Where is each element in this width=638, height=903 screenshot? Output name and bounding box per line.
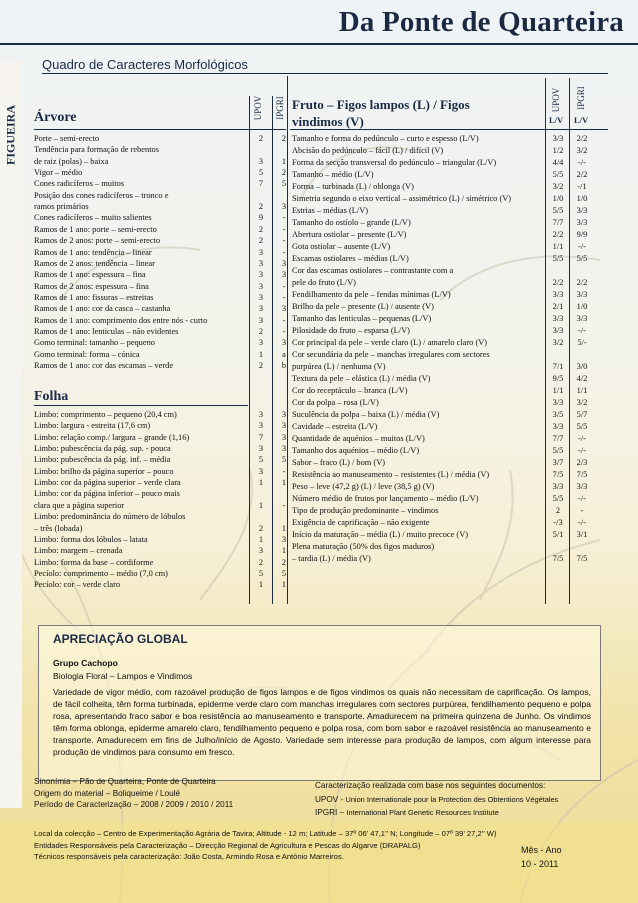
- arvore-ipgri-value: -: [282, 281, 286, 291]
- arvore-ipgri-value: b: [281, 361, 287, 370]
- footer-date-label: Mês - Ano: [521, 845, 562, 855]
- folha-ipgri-value: 3: [281, 444, 287, 454]
- fruto-upov-value: 3/2: [552, 338, 564, 347]
- folha-row-label: Limbo: largura - estreita (17,6 cm): [34, 421, 151, 431]
- apreciacao-text: Variedade de vigor médio, com razoável produção de figos lampos e de figos vindimos os quais não necessitam de caprificação. Os lampos, de fácil colheita, têm forma turbinada, epiderme verde claro com manchas irregulares com sectores purpúrea, fendilhamento pequeno e polpa rosa, apresentando fraco sabor e boa resistência ao manuseamento e transporte. Amadurecem na primeira quinzena de Junho. Os vindimos têm forma oblonga, epiderme amarelo claro, fendilhamento pequeno e polpa rosa, com bom sabor e razoável resistência ao manuseamento e transporte. Amadurecem em fins de Julho/início de Agosto. Variedade sem interesse para produção de lampos, com algum interesse para produção de vindimos para consumo em fresco.: [53, 687, 591, 758]
- fruto-ipgri-value: 5/-: [577, 338, 587, 347]
- lv-label-ipgri: L/V: [574, 115, 589, 125]
- fruto-ipgri-value: 1/0: [576, 194, 588, 203]
- folha-upov-value: 1: [258, 580, 264, 590]
- arvore-row-label: Cones radicíferos – muitos: [34, 179, 125, 189]
- apreciacao-grupo: Grupo Cachopo: [53, 658, 118, 668]
- arvore-row-label: de raiz (polas) – baixa: [34, 156, 109, 166]
- arvore-upov-value: 3: [258, 270, 264, 280]
- fruto-row-label: Forma – turbinada (L) / oblonga (V): [292, 182, 414, 191]
- fruto-ipgri-value: 3/3: [576, 218, 588, 227]
- fruto-upov-value: 5/1: [552, 530, 564, 539]
- arvore-ipgri-value: 2: [281, 134, 287, 143]
- arvore-ipgri-value: 2: [281, 168, 287, 178]
- arvore-row-label: Ramos de 1 ano: cor da casca – castanha: [34, 304, 171, 314]
- footer-ipgri-label: IPGRI –: [315, 808, 347, 817]
- folha-upov-value: 2: [258, 523, 264, 533]
- fruto-ipgri-value: 3/3: [576, 482, 588, 491]
- footer-entidades: Entidades Responsáveis pela Caracterização – Direcção Regional de Agricultura e Pescas do Algarve (DRAPALG): [34, 840, 421, 850]
- fruto-ipgri-value: 9/9: [576, 230, 588, 239]
- fruto-upov-value: 2/2: [552, 230, 564, 239]
- arvore-upov-value: 2: [258, 361, 264, 370]
- fruto-row-label: Cavidade – estreita (L/V): [292, 422, 378, 431]
- fruto-upov-value: 3/7: [552, 458, 564, 467]
- fruto-ipgri-value: 3/0: [576, 362, 588, 371]
- fruto-ipgri-value: 1/1: [576, 386, 588, 395]
- fruto-row-label: Suculência da polpa – baixa (L) / média (V): [292, 410, 440, 419]
- left-col-divider-b: [272, 96, 273, 604]
- folha-upov-value: 3: [258, 410, 264, 419]
- arvore-row-label: Ramos de 1 ano: espessura – fina: [34, 270, 146, 280]
- upov-header-left-text: UPOV: [253, 95, 263, 121]
- fruto-ipgri-value: -: [580, 506, 584, 515]
- fruto-ipgri-value: 2/2: [576, 134, 588, 143]
- fruto-ipgri-value: 3/3: [576, 314, 588, 323]
- fruto-row-label: Simetria segundo o eixo vertical – assimétrico (L) / simétrico (V): [292, 194, 512, 203]
- side-label-text: FIGUEIRA: [3, 104, 18, 166]
- ipgri-header-left-text: IPGRI: [275, 96, 285, 120]
- fruto-ipgri-value: -/-: [578, 242, 586, 251]
- arvore-upov-value: 3: [258, 338, 264, 348]
- folha-row-label: Limbo: brilho da página superior – pouco: [34, 466, 174, 476]
- fruto-row-label: Cor principal da pele – verde claro (L) / amarelo claro (V): [292, 338, 488, 347]
- fruto-upov-value: 3/3: [552, 326, 564, 335]
- folha-row-label: Limbo: relação comp./ largura – grande (1,16): [34, 432, 190, 442]
- folha-ipgri-value: 1: [281, 546, 287, 556]
- footer-right: [315, 780, 558, 819]
- folha-row-label: Limbo: comprimento – pequeno (20,4 cm): [34, 410, 177, 419]
- footer-left: [34, 776, 233, 811]
- arvore-upov-value: 5: [258, 168, 264, 178]
- fruto-upov-value: 7/5: [552, 554, 564, 563]
- fruto-ipgri-value: 1/0: [576, 302, 588, 311]
- arvore-ipgri-value: 3: [281, 304, 287, 314]
- arvore-row-label: Ramos de 2 anos: espessura – fina: [34, 281, 149, 291]
- arvore-row-label: Gomo terminal: tamanho – pequeno: [34, 338, 155, 348]
- arvore-ipgri-value: 3: [281, 202, 287, 212]
- folha-upov-value: 3: [258, 466, 264, 476]
- fruto-row-label: purpúrea (L) / nenhuma (V): [292, 362, 386, 371]
- fruto-upov-value: 2/1: [552, 302, 564, 311]
- folha-row-label: Limbo: forma da base – cordiforme: [34, 557, 154, 567]
- folha-upov-value: 7: [258, 432, 264, 442]
- fruto-upov-value: 3/3: [552, 134, 564, 143]
- fruto-ipgri-value: -/-: [578, 158, 586, 167]
- center-divider: [287, 76, 288, 604]
- fruto-header-line: [290, 129, 608, 130]
- fruto-row-label: Sabor – fraco (L) / bom (V): [292, 458, 386, 467]
- ipgri-header-left: [273, 88, 287, 128]
- fruto-upov-value: 7/5: [552, 470, 564, 479]
- fruto-ipgri-value: -/-: [578, 446, 586, 455]
- footer-upov-doc: Union Internationale pour la Protection des Obtentions Végétales: [345, 794, 559, 804]
- folha-heading: Folha: [34, 389, 69, 404]
- folha-upov-value: 3: [258, 546, 264, 556]
- fruto-upov-value: 1/1: [552, 242, 564, 251]
- fruto-row-label: Tamanho e forma do pedúnculo – curto e espesso (L/V): [292, 134, 479, 143]
- arvore-upov-value: 2: [258, 326, 264, 336]
- fruto-ipgri-value: 7/5: [576, 470, 588, 479]
- arvore-ipgri-value: -: [282, 213, 286, 223]
- fruto-upov-value: 5/5: [552, 494, 564, 503]
- folha-ipgri-value: 3: [281, 421, 287, 431]
- folha-ipgri-value: 2: [281, 557, 287, 567]
- folha-row-label: Limbo: pubescência da pág. sup. - pouca: [34, 444, 171, 454]
- fruto-upov-value: 1/2: [552, 146, 564, 155]
- fruto-upov-value: 3/3: [552, 314, 564, 323]
- fruto-row-label: Cor da polpa – rosa (L/V): [292, 398, 379, 407]
- folha-row-label: – três (lobada): [34, 523, 83, 533]
- arvore-ipgri-value: -: [282, 326, 286, 336]
- arvore-upov-value: 1: [258, 349, 264, 359]
- arvore-row-label: Ramos de 2 anos: tendência – linear: [34, 258, 155, 268]
- arvore-row-label: Ramos de 1 ano: comprimento dos entre nós - curto: [34, 315, 208, 325]
- arvore-heading: Árvore: [34, 110, 77, 125]
- arvore-row-label: Ramos de 2 anos: porte – semi-erecto: [34, 236, 161, 246]
- fruto-row-label: Cor das escamas ostiolares – contrastante com a: [292, 266, 454, 275]
- folha-row-label: Limbo: predominância do número de lóbulos: [34, 512, 186, 522]
- arvore-row-label: Ramos de 1 ano: lenticulas – não evidentes: [34, 326, 179, 336]
- arvore-row-label: Porte – semi-erecto: [34, 134, 100, 143]
- lv-label-upov: L/V: [549, 115, 564, 125]
- fruto-upov-value: 3/3: [552, 422, 564, 431]
- fruto-row-label: Cor do receptáculo – branca (L/V): [292, 386, 408, 395]
- fruto-row-label: Textura da pele – elástica (L) / média (V): [292, 374, 431, 383]
- upov-header-right-text: UPOV: [551, 87, 561, 113]
- fruto-row-label: pele do fruto (L/V): [292, 278, 356, 287]
- footer-origem: Origem do material – Boliqueime / Loulé: [34, 788, 181, 798]
- fruto-ipgri-value: -/-: [578, 326, 586, 335]
- footer-local: Local da colecção – Centro de Experimentação Agrária de Tavira; Altitude - 12 m; Latitude – 37º 06’ 47,1’’ N; Longitude – 07º 39’ 27,2’’ W): [34, 829, 497, 838]
- fruto-upov-value: 2/2: [552, 278, 564, 287]
- fruto-ipgri-value: 2/2: [576, 278, 588, 287]
- arvore-ipgri-value: 5: [281, 179, 287, 189]
- fruto-upov-value: 9/5: [552, 374, 564, 383]
- fruto-upov-value: 3/5: [552, 410, 564, 419]
- arvore-ipgri-value: a: [282, 349, 286, 359]
- arvore-ipgri-value: -: [282, 224, 286, 234]
- fruto-ipgri-value: 3/3: [576, 206, 588, 215]
- page-title: Da Ponte de Quarteira: [338, 6, 624, 38]
- fruto-ipgri-value: -/-: [578, 494, 586, 503]
- arvore-upov-value: 3: [258, 304, 264, 314]
- folha-upov-value: 1: [258, 500, 264, 510]
- arvore-row-label: Gomo terminal: forma – cónica: [34, 349, 140, 359]
- folha-row-label: Limbo: forma dos lóbulos – latata: [34, 534, 148, 544]
- fruto-ipgri-value: 5/5: [576, 422, 588, 431]
- folha-row-label: Pecíolo: cor – verde claro: [34, 580, 121, 590]
- title-underline: [0, 43, 638, 45]
- fruto-upov-value: 5/5: [552, 254, 564, 263]
- fruto-ipgri-value: 2/2: [576, 170, 588, 179]
- arvore-row-label: Ramos de 1 ano: porte – semi-erecto: [34, 224, 157, 234]
- folha-ipgri-value: -: [282, 500, 286, 510]
- folha-upov-value: 5: [258, 455, 264, 465]
- fruto-ipgri-value: -/1: [577, 182, 587, 191]
- fruto-row-label: Quantidade de aquénios – muitos (L/V): [292, 434, 425, 443]
- folha-row-label: Pecíolo: comprimento – médio (7,0 cm): [34, 568, 168, 578]
- fruto-heading-line1: Fruto – Figos lampos (L) / Figos: [292, 97, 470, 112]
- folha-ipgri-value: 3: [281, 432, 287, 442]
- ipgri-header-right: [574, 78, 588, 118]
- arvore-row-label: Cones radicíferos – muito salientes: [34, 213, 152, 223]
- fruto-upov-value: 5/5: [552, 170, 564, 179]
- apreciacao-title: APRECIAÇÃO GLOBAL: [53, 632, 188, 646]
- fruto-upov-value: 7/1: [552, 362, 564, 371]
- upov-header-right: [549, 80, 563, 120]
- fruto-upov-value: 3/2: [552, 182, 564, 191]
- fruto-upov-value: 5/5: [552, 206, 564, 215]
- fruto-row-label: Gota ostiolar – ausente (L/V): [292, 242, 391, 251]
- fruto-upov-value: 2: [555, 506, 561, 515]
- folha-upov-value: 1: [258, 534, 264, 544]
- fruto-row-label: Plena maturação (50% dos figos maduros): [292, 542, 435, 551]
- arvore-ipgri-value: -: [282, 236, 286, 246]
- arvore-row-label: Tendência para formação de rebentos: [34, 145, 159, 155]
- ipgri-header-right-text: IPGRI: [576, 86, 586, 110]
- arvore-ipgri-value: -: [282, 247, 286, 257]
- footer-periodo: Período de Caracterização – 2008 / 2009 / 2010 / 2011: [34, 800, 234, 809]
- apreciacao-biologia: Biologia Floral – Lampos e Vindimos: [53, 671, 193, 681]
- fruto-ipgri-value: 5/7: [576, 410, 588, 419]
- folha-upov-value: 3: [258, 421, 264, 431]
- upov-header-left: [251, 88, 265, 128]
- folha-header-line: [34, 405, 248, 406]
- arvore-row-label: ramos primários: [34, 202, 89, 212]
- folha-ipgri-value: -: [282, 466, 286, 476]
- fruto-row-label: Abertura ostiolar – presente (L/V): [292, 230, 407, 239]
- folha-upov-value: 3: [258, 444, 264, 454]
- folha-row-label: Limbo: margem – crenada: [34, 546, 123, 556]
- arvore-ipgri-value: 3: [281, 270, 287, 280]
- folha-ipgri-value: 3: [281, 534, 287, 544]
- fruto-ipgri-value: 3/2: [576, 146, 588, 155]
- arvore-upov-value: 3: [258, 281, 264, 291]
- fruto-row-label: Brilho da pele – presente (L) / ausente (V): [292, 302, 434, 311]
- fruto-upov-value: 3/3: [552, 482, 564, 491]
- folha-ipgri-value: 1: [281, 580, 287, 590]
- arvore-upov-value: 9: [258, 213, 264, 223]
- folha-ipgri-value: 5: [281, 455, 287, 465]
- arvore-upov-value: 3: [258, 315, 264, 325]
- side-label: [0, 90, 22, 180]
- fruto-row-label: Início da maturação – média (L) / muito precoce (V): [292, 530, 469, 539]
- folha-row-label: Limbo: cor da página inferior – pouco mais: [34, 489, 180, 499]
- arvore-row-label: Ramos de 1 ano: tendência – linear: [34, 247, 152, 257]
- footer-bottom: [34, 828, 496, 863]
- apreciacao-box: [38, 625, 601, 781]
- footer-date-value: 10 - 2011: [521, 859, 559, 869]
- fruto-row-label: Tamanho das lenticulas – pequenas (L/V): [292, 314, 432, 323]
- arvore-ipgri-value: 3: [281, 258, 287, 268]
- folha-row-label: clara que a página superior: [34, 500, 125, 510]
- fruto-row-label: Cor secundária da pele – manchas irregulares com sectores: [292, 350, 490, 359]
- fruto-row-label: Peso – leve (47,2 g) (L) / leve (38,5 g) (V): [292, 482, 435, 491]
- fruto-row-label: Escamas ostiolares – médias (L/V): [292, 254, 409, 263]
- left-col-divider-a: [249, 96, 250, 604]
- fruto-ipgri-value: 2/3: [576, 458, 588, 467]
- arvore-upov-value: 7: [258, 179, 264, 189]
- fruto-heading-line2: vindimos (V): [292, 114, 364, 129]
- fruto-row-label: Tamanho do ostíolo – grande (L/V): [292, 218, 411, 227]
- fruto-row-label: Resistência ao manuseamento – resistentes (L) / média (V): [292, 470, 490, 479]
- folha-ipgri-value: 1: [281, 523, 287, 533]
- folha-upov-value: 5: [258, 568, 264, 578]
- fruto-row-label: Tamanho dos aquénios – médio (L/V): [292, 446, 420, 455]
- fruto-upov-value: 3/3: [552, 290, 564, 299]
- fruto-row-label: Exigência de caprificação – não exigente: [292, 518, 430, 527]
- footer-doc-intro: Caracterização realizada com base nos seguintes documentos:: [315, 781, 546, 790]
- footer-date: [521, 843, 562, 871]
- arvore-upov-value: 2: [258, 236, 264, 246]
- fruto-row-label: Forma da secção transversal do pedúnculo – triangular (L/V): [292, 158, 497, 167]
- folha-upov-value: 2: [258, 557, 264, 567]
- fruto-upov-value: 3/3: [552, 398, 564, 407]
- right-col-divider-a: [545, 78, 546, 604]
- footer-tecnicos: Técnicos responsáveis pela caracterização: João Costa, Armindo Rosa e António Marreiros.: [34, 852, 344, 862]
- arvore-upov-value: 3: [258, 292, 264, 302]
- fruto-upov-value: 4/4: [552, 158, 564, 167]
- fruto-upov-value: 1/1: [552, 386, 564, 395]
- arvore-upov-value: 2: [258, 134, 264, 143]
- fruto-row-label: – tardia (L) / média (V): [292, 554, 371, 563]
- fruto-row-label: Número médio de frutos por lançamento – médio (L/V): [292, 494, 479, 503]
- arvore-upov-value: 3: [258, 247, 264, 257]
- arvore-row-label: Posição dos cones radicíferos – tronco e: [34, 190, 169, 200]
- folha-ipgri-value: 3: [281, 410, 287, 419]
- arvore-row-label: Ramos de 1 ano: cor das escamas – verde: [34, 361, 174, 370]
- fruto-row-label: Tipo de produção predominante – vindimos: [292, 506, 439, 515]
- fruto-heading: [292, 96, 522, 130]
- folha-upov-value: 1: [258, 478, 264, 488]
- fruto-upov-value: 7/7: [552, 434, 564, 443]
- footer-ipgri-doc: International Plant Genetic Resources Institute: [346, 808, 499, 817]
- arvore-upov-value: 3: [258, 258, 264, 268]
- arvore-ipgri-value: 1: [281, 156, 287, 166]
- arvore-upov-value: 2: [258, 224, 264, 234]
- right-col-divider-b: [569, 78, 570, 604]
- arvore-ipgri-value: -: [282, 292, 286, 302]
- fruto-ipgri-value: -/-: [578, 434, 586, 443]
- folha-row-label: Limbo: pubescência da pág. inf. – média: [34, 455, 171, 465]
- fruto-ipgri-value: 7/5: [576, 554, 588, 563]
- fruto-row-label: Pilosidade do fruto – esparsa (L/V): [292, 326, 410, 335]
- arvore-ipgri-value: 3: [281, 338, 287, 348]
- subtitle: Quadro de Caracteres Morfológicos: [42, 57, 248, 72]
- folha-ipgri-value: 5: [281, 568, 287, 578]
- fruto-ipgri-value: 3/3: [576, 290, 588, 299]
- fruto-upov-value: 7/7: [552, 218, 564, 227]
- arvore-upov-value: 2: [258, 202, 264, 212]
- arvore-row-label: Vigor – médio: [34, 168, 83, 178]
- folha-row-label: Limbo: cor da página superior – verde clara: [34, 478, 181, 488]
- fruto-row-label: Abcisão do pedúnculo – fácil (L) / difícil (V): [292, 146, 444, 155]
- fruto-ipgri-value: 3/1: [576, 530, 588, 539]
- fruto-ipgri-value: 4/2: [576, 374, 588, 383]
- fruto-ipgri-value: 3/2: [576, 398, 588, 407]
- folha-ipgri-value: 1: [281, 478, 287, 488]
- fruto-upov-value: -/3: [553, 518, 563, 527]
- arvore-row-label: Ramos de 1 ano: fissuras – estreitas: [34, 292, 154, 302]
- footer-upov-label: UPOV -: [315, 794, 346, 804]
- subtitle-underline: [42, 73, 608, 74]
- footer-sinonimia: Sinonímia – Pão de Quarteira, Ponte de Quarteira: [34, 777, 216, 786]
- arvore-ipgri-value: -: [282, 315, 286, 325]
- fruto-upov-value: 1/0: [552, 194, 564, 203]
- fruto-row-label: Tamanho – médio (L/V): [292, 170, 374, 179]
- fruto-upov-value: 5/5: [552, 446, 564, 455]
- fruto-ipgri-value: -/-: [578, 518, 586, 527]
- fruto-row-label: Fendilhamento da pele – fendas mínimas (L/V): [292, 290, 451, 299]
- arvore-upov-value: 3: [258, 156, 264, 166]
- fruto-ipgri-value: 5/5: [576, 254, 588, 263]
- fruto-row-label: Estrias – médias (L/V): [292, 206, 369, 215]
